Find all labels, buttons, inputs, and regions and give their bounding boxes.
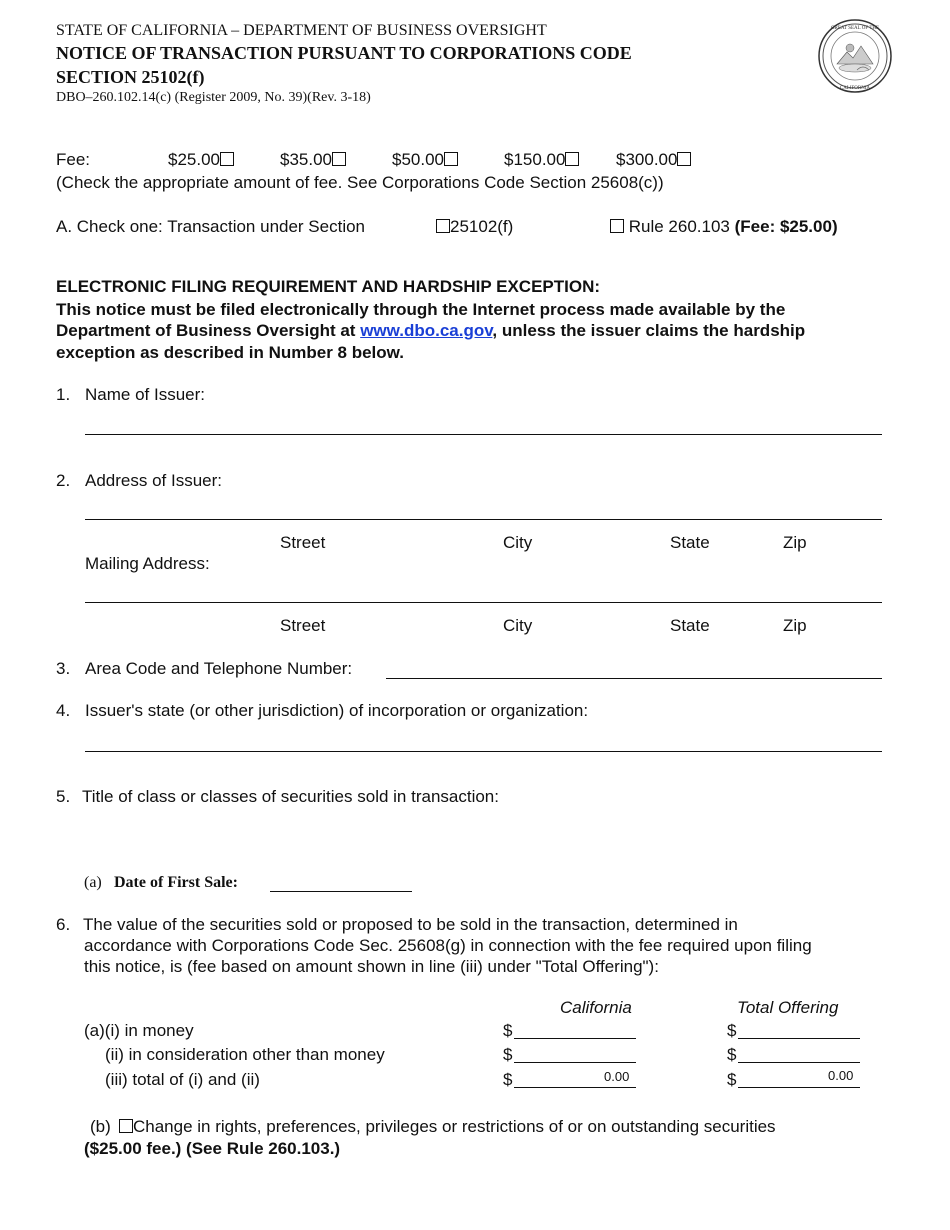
q5-number: 5.: [56, 787, 71, 806]
fee-note: (Check the appropriate amount of fee. See Corporations Code Section 25608(c)): [56, 173, 664, 192]
q6-line2: accordance with Corporations Code Sec. 25608(g) in connection with the fee required upon filing: [84, 936, 812, 955]
q6b-number: (b): [90, 1117, 111, 1136]
q4-label: Issuer's state (or other jurisdiction) of incorporation or organization:: [85, 701, 589, 720]
total-california-value: 0.00: [604, 1069, 630, 1084]
q4-number: 4.: [56, 701, 71, 720]
efiling-line2: Department of Business Oversight at www.dbo.ca.gov, unless the issuer claims the hardship: [56, 321, 806, 340]
issuer-name-field[interactable]: [85, 434, 882, 435]
agency-name: STATE OF CALIFORNIA – DEPARTMENT OF BUSINESS OVERSIGHT: [56, 22, 547, 39]
q3-number: 3.: [56, 659, 71, 678]
fee-300-checkbox[interactable]: [677, 152, 691, 166]
row-total-label: (iii) total of (i) and (ii): [105, 1070, 260, 1089]
money-total-field[interactable]: [738, 1038, 860, 1039]
total-california-field[interactable]: [514, 1087, 636, 1088]
mailing-street-label: Street: [280, 616, 326, 635]
col-california: California: [560, 998, 632, 1017]
address-street-label: Street: [280, 533, 326, 552]
issuer-address-field[interactable]: [85, 519, 882, 520]
mailing-address-field[interactable]: [85, 602, 882, 603]
row-money-label: (a)(i) in money: [84, 1021, 194, 1040]
total-offering-value: 0.00: [828, 1068, 854, 1083]
q5-label: Title of class or classes of securities sold in transaction:: [82, 787, 499, 806]
money-california-field[interactable]: [514, 1038, 636, 1039]
row-other-total-currency: $: [727, 1045, 737, 1064]
efiling-line3: exception as described in Number 8 below.: [56, 343, 404, 362]
address-city-label: City: [503, 533, 533, 552]
section-a-label: A. Check one: Transaction under Section: [56, 217, 366, 236]
row-other-label: (ii) in consideration other than money: [105, 1045, 385, 1064]
q6-number: 6.: [56, 915, 71, 934]
telephone-field[interactable]: [386, 678, 882, 679]
mailing-state-label: State: [670, 616, 710, 635]
svg-text:GREAT SEAL OF THE: GREAT SEAL OF THE: [830, 26, 880, 31]
fee-option-150[interactable]: $150.00: [504, 150, 579, 170]
q6b-fee-note: ($25.00 fee.) (See Rule 260.103.): [84, 1139, 341, 1158]
col-total-offering: Total Offering: [737, 998, 839, 1017]
address-state-label: State: [670, 533, 710, 552]
q6b-checkbox[interactable]: [119, 1119, 133, 1133]
date-first-sale-field[interactable]: [270, 891, 412, 892]
mailing-address-label: Mailing Address:: [85, 554, 210, 573]
fee-150-checkbox[interactable]: [565, 152, 579, 166]
fee-option-300[interactable]: $300.00: [616, 150, 691, 170]
other-total-field[interactable]: [738, 1062, 860, 1063]
other-california-field[interactable]: [514, 1062, 636, 1063]
efiling-line1: This notice must be filed electronically through the Internet process made available by the: [56, 300, 786, 319]
q2-number: 2.: [56, 471, 71, 490]
fee-35-checkbox[interactable]: [332, 152, 346, 166]
row-money-ca-currency: $: [503, 1021, 513, 1040]
fee-option-25[interactable]: $25.00: [168, 150, 234, 170]
rule-260103-checkbox[interactable]: [610, 219, 624, 233]
fee-option-50[interactable]: $50.00: [392, 150, 458, 170]
jurisdiction-field[interactable]: [85, 751, 882, 752]
row-total-ca-currency: $: [503, 1070, 513, 1089]
fee-50-checkbox[interactable]: [444, 152, 458, 166]
address-zip-label: Zip: [783, 533, 807, 552]
section-25102f-checkbox[interactable]: [436, 219, 450, 233]
row-other-ca-currency: $: [503, 1045, 513, 1064]
dbo-website-link[interactable]: www.dbo.ca.gov: [360, 321, 493, 340]
mailing-zip-label: Zip: [783, 616, 807, 635]
q2-label: Address of Issuer:: [85, 471, 223, 490]
q5a-label: Date of First Sale:: [114, 874, 238, 891]
q6-line1: The value of the securities sold or proposed to be sold in the transaction, determined in: [83, 915, 738, 934]
section-25102f-option[interactable]: 25102(f): [436, 217, 513, 237]
q5a-number: (a): [84, 874, 102, 891]
q1-number: 1.: [56, 385, 71, 404]
svg-text:CALIFORNIA: CALIFORNIA: [839, 86, 871, 91]
rule-260103-option[interactable]: Rule 260.103 (Fee: $25.00): [610, 217, 838, 237]
row-total-total-currency: $: [727, 1070, 737, 1089]
form-number: DBO–260.102.14(c) (Register 2009, No. 39)(Rev. 3-18): [56, 90, 371, 105]
form-title-line2: SECTION 25102(f): [56, 67, 205, 87]
q6b-option[interactable]: Change in rights, preferences, privileges or restrictions of or on outstanding securities: [119, 1117, 776, 1137]
q6-line3: this notice, is (fee based on amount shown in line (iii) under "Total Offering"):: [84, 957, 659, 976]
total-offering-field[interactable]: [738, 1087, 860, 1088]
fee-25-checkbox[interactable]: [220, 152, 234, 166]
row-money-total-currency: $: [727, 1021, 737, 1040]
efiling-heading: ELECTRONIC FILING REQUIREMENT AND HARDSHIP EXCEPTION:: [56, 277, 601, 296]
fee-option-35[interactable]: $35.00: [280, 150, 346, 170]
q1-label: Name of Issuer:: [85, 385, 205, 404]
mailing-city-label: City: [503, 616, 533, 635]
fee-label: Fee:: [56, 150, 91, 169]
q3-label: Area Code and Telephone Number:: [85, 659, 353, 678]
form-title-line1: NOTICE OF TRANSACTION PURSUANT TO CORPORATIONS CODE: [56, 43, 632, 63]
state-seal-icon: [817, 18, 893, 94]
